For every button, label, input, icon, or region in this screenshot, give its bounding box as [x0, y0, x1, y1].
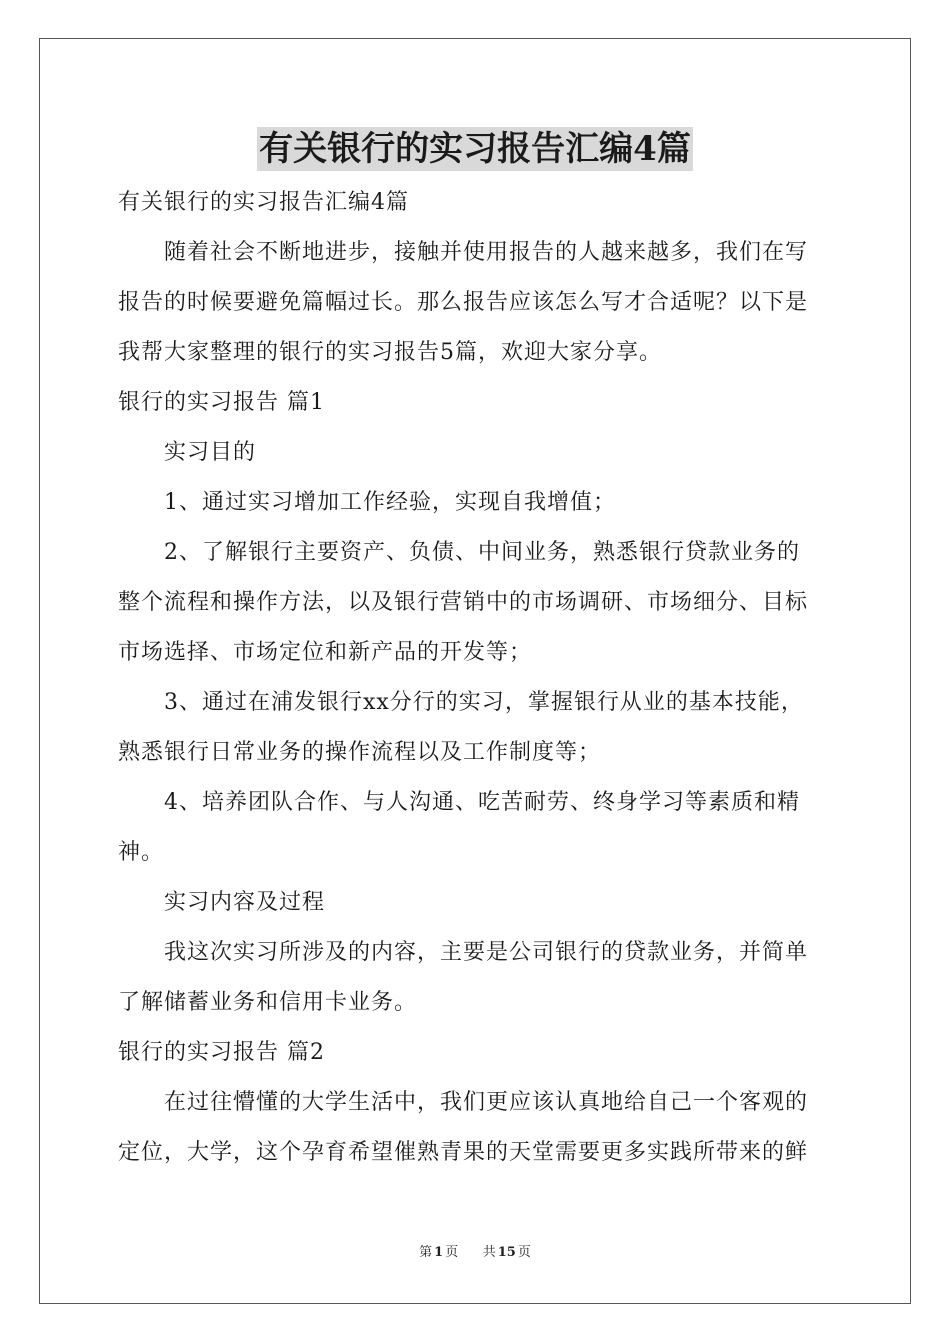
- text-line: 在过往懵懂的大学生活中，我们更应该认真地给自己一个客观的: [164, 1090, 809, 1115]
- document-title: 有关银行的实习报告汇编4篇: [259, 129, 691, 169]
- text-line: 我这次实习所涉及的内容，主要是公司银行的贷款业务，并简单: [164, 940, 809, 965]
- text-line: 实习内容及过程: [164, 890, 326, 915]
- text-line: 银行的实习报告 篇2: [118, 1040, 325, 1065]
- document-body: [118, 178, 834, 1178]
- total-prefix: 共: [482, 1245, 496, 1260]
- text-line: 整个流程和操作方法，以及银行营销中的市场调研、市场细分、目标: [118, 590, 809, 615]
- text-line: 市场选择、市场定位和新产品的开发等；: [118, 640, 533, 665]
- text-line: 了解储蓄业务和信用卡业务。: [118, 990, 418, 1015]
- text-line: 我帮大家整理的银行的实习报告5篇，欢迎大家分享。: [118, 340, 662, 365]
- text-line: 3、通过在浦发银行xx分行的实习，掌握银行从业的基本技能，: [164, 690, 804, 715]
- text-line: 实习目的: [164, 440, 257, 465]
- title-wrap: [0, 127, 950, 171]
- text-line: 随着社会不断地进步，接触并使用报告的人越来越多，我们在写: [164, 240, 809, 265]
- text-line: 1、通过实习增加工作经验，实现自我增值；: [164, 490, 616, 515]
- total-pages: 15: [497, 1245, 516, 1260]
- text-line: 神。: [118, 840, 165, 865]
- page-footer: [0, 1244, 950, 1262]
- page-suffix: 页: [445, 1245, 459, 1260]
- text-line: 有关银行的实习报告汇编4篇: [118, 190, 409, 215]
- text-line: 4、培养团队合作、与人沟通、吃苦耐劳、终身学习等素质和精: [164, 790, 800, 815]
- total-suffix: 页: [517, 1245, 531, 1260]
- page-number: 1: [434, 1245, 444, 1260]
- text-line: 熟悉银行日常业务的操作流程以及工作制度等；: [118, 740, 602, 765]
- text-line: 2、了解银行主要资产、负债、中间业务，熟悉银行贷款业务的: [164, 540, 800, 565]
- page-indicator: [415, 1245, 462, 1260]
- page-prefix: 第: [419, 1245, 433, 1260]
- text-line: 定位，大学，这个孕育希望催熟青果的天堂需要更多实践所带来的鲜: [118, 1140, 809, 1165]
- total-indicator: [479, 1245, 535, 1260]
- text-line: 银行的实习报告 篇1: [118, 390, 325, 415]
- text-line: 报告的时候要避免篇幅过长。那么报告应该怎么写才合适呢？以下是: [118, 290, 809, 315]
